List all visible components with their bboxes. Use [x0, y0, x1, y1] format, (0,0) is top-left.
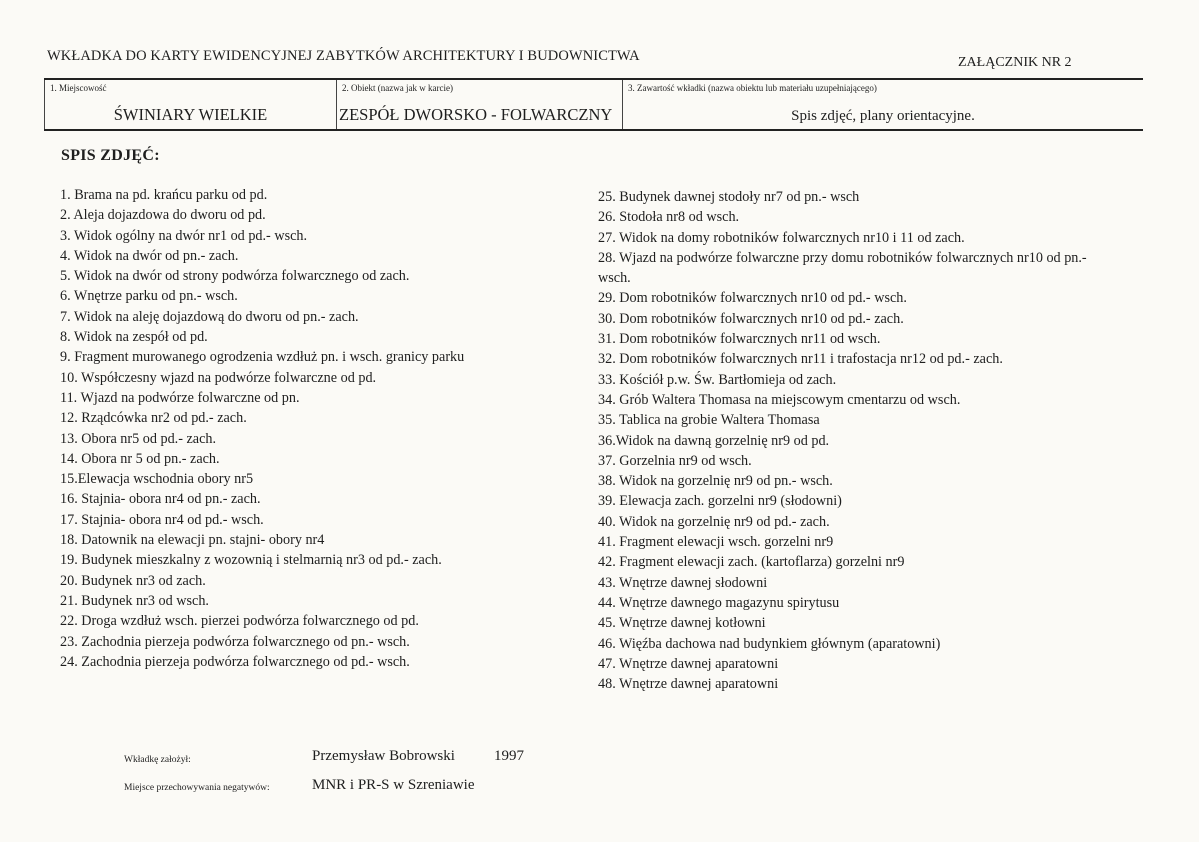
photo-list-item: 46. Więźba dachowa nad budynkiem głównym (aparatowni): [598, 635, 941, 652]
photo-list-item: 31. Dom robotników folwarcznych nr11 od wsch.: [598, 331, 881, 348]
photo-list-item: 33. Kościół p.w. Św. Bartłomieja od zach.: [598, 371, 837, 388]
photo-list-item: 10. Współczesny wjazd na podwórze folwarczne od pd.: [60, 369, 377, 386]
photo-list-item: 48. Wnętrze dawnej aparatowni: [598, 676, 779, 693]
photo-list-item: 26. Stodoła nr8 od wsch.: [598, 209, 740, 226]
photo-list-item: 38. Widok na gorzelnię nr9 od pn.- wsch.: [598, 473, 833, 490]
content-value: Spis zdjęć, plany orientacyjne.: [791, 108, 975, 124]
photo-list-item: 40. Widok na gorzelnię nr9 od pd.- zach.: [598, 513, 830, 530]
photo-list-item: 4. Widok na dwór od pn.- zach.: [60, 247, 239, 264]
photo-list-item: 19. Budynek mieszkalny z wozownią i stelmarnią nr3 od pd.- zach.: [60, 552, 442, 569]
photo-list-item: 1. Brama na pd. krańcu parku od pd.: [60, 187, 268, 203]
photo-list-item: 41. Fragment elewacji wsch. gorzelni nr9: [598, 534, 834, 551]
photo-list-item: 14. Obora nr 5 od pn.- zach.: [60, 450, 220, 467]
storage-label: Miejsce przechowywania negatywów:: [124, 783, 270, 793]
photo-list-item: 29. Dom robotników folwarcznych nr10 od pd.- wsch.: [598, 290, 907, 307]
photo-list-item: 27. Widok na domy robotników folwarcznych nr10 i 11 od zach.: [598, 229, 965, 246]
photo-list-item: 30. Dom robotników folwarcznych nr10 od pd.- zach.: [598, 310, 904, 327]
object-value: ZESPÓŁ DWORSKO - FOLWARCZNY: [339, 105, 613, 124]
photo-list-item: 21. Budynek nr3 od wsch.: [60, 592, 209, 609]
document-title: WKŁADKA DO KARTY EWIDENCYJNEJ ZABYTKÓW ARCHITEKTURY I BUDOWNICTWA: [47, 48, 640, 64]
photo-list-item: 16. Stajnia- obora nr4 od pn.- zach.: [60, 491, 261, 508]
photo-list-item: 37. Gorzelnia nr9 od wsch.: [598, 452, 752, 469]
annex-number: ZAŁĄCZNIK NR 2: [958, 55, 1072, 70]
photo-list-item: 6. Wnętrze parku od pn.- wsch.: [60, 288, 238, 305]
locality-cell: [44, 80, 337, 129]
photo-list-item: 25. Budynek dawnej stodoły nr7 od pn.- wsch: [598, 189, 860, 205]
photo-list-right-column: [598, 187, 1128, 694]
locality-label: 1. Miejscowość: [50, 83, 107, 93]
photo-list-item: 47. Wnętrze dawnej aparatowni: [598, 655, 779, 672]
locality-value: ŚWINIARY WIELKIE: [113, 105, 268, 124]
photo-list-item: 8. Widok na zespół od pd.: [60, 329, 208, 346]
photo-list-item: 43. Wnętrze dawnej słodowni: [598, 574, 768, 591]
photo-list-item: 24. Zachodnia pierzeja podwórza folwarcznego od pd.- wsch.: [60, 653, 410, 670]
photo-list-item: 3. Widok ogólny na dwór nr1 od pd.- wsch.: [60, 227, 308, 244]
photo-list-item: 28. Wjazd na podwórze folwarczne przy domu robotników folwarcznych nr10 od pn.- wsch.: [598, 249, 1087, 287]
founder-name: Przemysław Bobrowski: [312, 748, 455, 764]
photo-list-item: 9. Fragment murowanego ogrodzenia wzdłuż pn. i wsch. granicy parku: [60, 349, 465, 366]
photo-list-item: 2. Aleja dojazdowa do dworu od pd.: [60, 207, 266, 224]
photo-list-item: 44. Wnętrze dawnego magazynu spirytusu: [598, 594, 840, 611]
founder-year: 1997: [494, 748, 524, 764]
photo-list-item: 12. Rządcówka nr2 od pd.- zach.: [60, 410, 247, 427]
object-label: 2. Obiekt (nazwa jak w karcie): [342, 83, 453, 93]
photo-list-item: 13. Obora nr5 od pd.- zach.: [60, 430, 217, 447]
photo-list-title: SPIS ZDJĘĆ:: [61, 147, 160, 164]
photo-list-item: 39. Elewacja zach. gorzelni nr9 (słodowni): [598, 493, 842, 510]
photo-list-left-column: [60, 185, 580, 672]
content-label: 3. Zawartość wkładki (nazwa obiektu lub materiału uzupełniającego): [628, 83, 877, 93]
photo-list-item: 7. Widok na aleję dojazdową do dworu od pn.- zach.: [60, 308, 359, 325]
photo-list-item: 22. Droga wzdłuż wsch. pierzei podwórza folwarcznego od pd.: [60, 613, 419, 630]
photo-list-item: 23. Zachodnia pierzeja podwórza folwarcznego od pn.- wsch.: [60, 633, 410, 650]
photo-list-item: 34. Grób Waltera Thomasa na miejscowym cmentarzu od wsch.: [598, 391, 961, 408]
photo-list-item: 15.Elewacja wschodnia obory nr5: [60, 471, 254, 488]
photo-list-item: 18. Datownik na elewacji pn. stajni- obory nr4: [60, 532, 325, 549]
photo-list-item: 32. Dom robotników folwarcznych nr11 i trafostacja nr12 od pd.- zach.: [598, 351, 1003, 368]
photo-list-item: 11. Wjazd na podwórze folwarczne od pn.: [60, 389, 300, 406]
header-fields-table: [44, 78, 1143, 131]
object-cell: [337, 80, 623, 129]
storage-value: MNR i PR-S w Szreniawie: [312, 777, 475, 793]
photo-list-item: 5. Widok na dwór od strony podwórza folwarcznego od zach.: [60, 268, 410, 285]
photo-list-item: 36.Widok na dawną gorzelnię nr9 od pd.: [598, 432, 830, 449]
content-cell: [623, 80, 1143, 129]
photo-list-item: 20. Budynek nr3 od zach.: [60, 572, 206, 589]
photo-list-item: 45. Wnętrze dawnej kotłowni: [598, 615, 766, 632]
photo-list-item: 17. Stajnia- obora nr4 od pd.- wsch.: [60, 511, 264, 528]
photo-list-item: 42. Fragment elewacji zach. (kartoflarza) gorzelni nr9: [598, 554, 905, 571]
founder-label: Wkładkę założył:: [124, 755, 191, 765]
photo-list-item: 35. Tablica na grobie Waltera Thomasa: [598, 412, 820, 429]
